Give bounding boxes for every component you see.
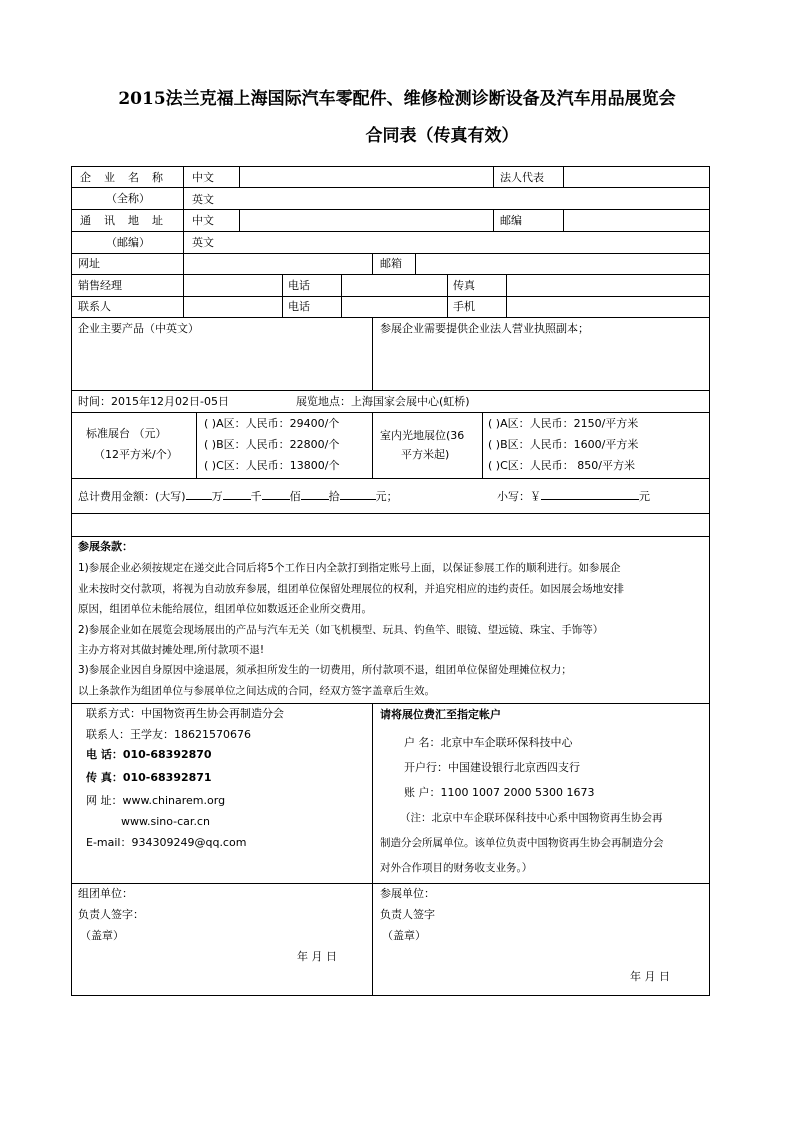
standard-option-b: ( )B区：人民币：22800/个 <box>204 438 340 451</box>
standard-booth-sub: （12平方米/个） <box>94 448 178 461</box>
total-amount-line <box>78 488 398 504</box>
total-small-label: 小写：￥ <box>497 490 541 503</box>
postcode-label: 邮编 <box>500 214 522 227</box>
total-bai: 佰 <box>289 490 301 503</box>
contact-fax: 传 真：010-68392871 <box>86 771 212 784</box>
fax-label: 传真 <box>453 279 475 292</box>
total-label: 总计费用金额：(大写) <box>78 490 186 503</box>
standard-option-a: ( )A区：人民币：29400/个 <box>204 417 340 430</box>
bank-name: 开户行：中国建设银行北京西四支行 <box>404 761 580 774</box>
sales-manager-label: 销售经理 <box>78 279 122 292</box>
bank-account-name: 户 名：北京中车企联环保科技中心 <box>404 736 573 749</box>
total-small-yuan: 元 <box>639 490 650 503</box>
terms-heading: 参展条款： <box>78 540 133 553</box>
organizer-sign: 负责人签字： <box>78 908 144 921</box>
total-wan: 万 <box>211 490 223 503</box>
terms-line-5: 主办方将对其做封摊处理,所付款项不退! <box>78 644 265 656</box>
total-yuan: 元； <box>375 490 398 503</box>
address-sub: （邮编） <box>106 236 150 249</box>
standard-option-c: ( )C区：人民币：13800/个 <box>204 459 340 472</box>
contact-website-2: www.sino-car.cn <box>121 815 210 828</box>
bank-note-1: （注：北京中车企联环保科技中心系中国物资再生协会再 <box>400 812 663 824</box>
legal-rep-label: 法人代表 <box>500 171 544 184</box>
raw-space-sub: 平方米起) <box>401 448 450 461</box>
exhibitor-date: 年 月 日 <box>630 970 670 983</box>
products-label: 企业主要产品（中英文） <box>78 322 199 335</box>
contact-phone-label: 电话 <box>288 300 310 313</box>
contact-person: 联系人：王学友：18621570676 <box>86 728 251 741</box>
terms-line-7: 以上条款作为组团单位与参展单位之间达成的合同，经双方签字盖章后生效。 <box>78 685 435 697</box>
total-shi: 拾 <box>328 490 340 503</box>
email-label: 邮箱 <box>380 257 402 270</box>
company-name-label: 企业名称 <box>80 171 176 184</box>
total-qian: 千 <box>250 490 262 503</box>
document-title: 2015法兰克福上海国际汽车零配件、维修检测诊断设备及汽车用品展览会 <box>118 89 676 109</box>
raw-option-c: ( )C区：人民币： 850/平方米 <box>488 459 635 472</box>
license-label: 参展企业需要提供企业法人营业执照副本； <box>380 322 589 335</box>
address-cn-label: 中文 <box>192 214 214 227</box>
terms-line-4: 2)参展企业如在展览会现场展出的产品与汽车无关（如飞机模型、玩具、钓鱼竿、眼镜、望远镜、珠宝、手饰等） <box>78 624 604 636</box>
organizer-date: 年 月 日 <box>297 950 337 963</box>
company-en-label: 英文 <box>192 193 214 206</box>
raw-option-b: ( )B区：人民币：1600/平方米 <box>488 438 639 451</box>
terms-line-1: 1)参展企业必须按规定在递交此合同后将5个工作日内全款打到指定账号上面，以保证参展工作的顺利进行。如参展企 <box>78 562 621 574</box>
contact-person-label: 联系人 <box>78 300 111 313</box>
total-small-line <box>497 488 650 504</box>
time-label: 时间：2015年12月02日-05日 <box>78 395 229 408</box>
terms-line-3: 原因，组团单位未能给展位，组团单位如数返还企业所交费用。 <box>78 603 372 615</box>
phone-label: 电话 <box>288 279 310 292</box>
exhibitor-label: 参展单位： <box>380 887 435 900</box>
organizer-seal: （盖章） <box>80 929 124 942</box>
bank-heading: 请将展位费汇至指定帐户 <box>380 708 501 721</box>
company-name-sub: （全称） <box>106 192 150 205</box>
bank-note-2: 制造分会所属单位。该单位负责中国物资再生协会再制造分会 <box>380 837 664 849</box>
contact-email: E-mail：934309249@qq.com <box>86 836 247 849</box>
contact-phone: 电 话：010-68392870 <box>86 748 212 761</box>
contact-method: 联系方式：中国物资再生协会再制造分会 <box>86 707 284 720</box>
address-label: 通讯地址 <box>80 214 176 227</box>
website-label: 网址 <box>78 257 100 270</box>
company-cn-label: 中文 <box>192 171 214 184</box>
mobile-label: 手机 <box>453 300 475 313</box>
organizer-label: 组团单位： <box>78 887 133 900</box>
venue-label: 展览地点：上海国家会展中心(虹桥) <box>296 395 470 408</box>
exhibitor-seal: （盖章） <box>382 929 426 942</box>
bank-note-3: 对外合作项目的财务收支业务。） <box>380 862 533 874</box>
exhibitor-sign: 负责人签字 <box>380 908 435 921</box>
address-en-label: 英文 <box>192 236 214 249</box>
standard-booth-label: 标准展台 （元） <box>86 427 167 440</box>
bank-account-no: 账 户：1100 1007 2000 5300 1673 <box>404 786 595 799</box>
terms-line-2: 业未按时交付款项，将视为自动放弃参展，组团单位保留处理展位的权利，并追究相应的违约责任。如因展会场地安排 <box>78 583 624 595</box>
document-subtitle: 合同表（传真有效） <box>365 126 519 146</box>
raw-option-a: ( )A区：人民币：2150/平方米 <box>488 417 639 430</box>
raw-space-label: 室内光地展位(36 <box>380 429 465 442</box>
contact-website: 网 址：www.chinarem.org <box>86 794 226 807</box>
terms-line-6: 3)参展企业因自身原因中途退展，须承担所发生的一切费用，所付款项不退，组团单位保留处理摊位权力； <box>78 664 572 676</box>
